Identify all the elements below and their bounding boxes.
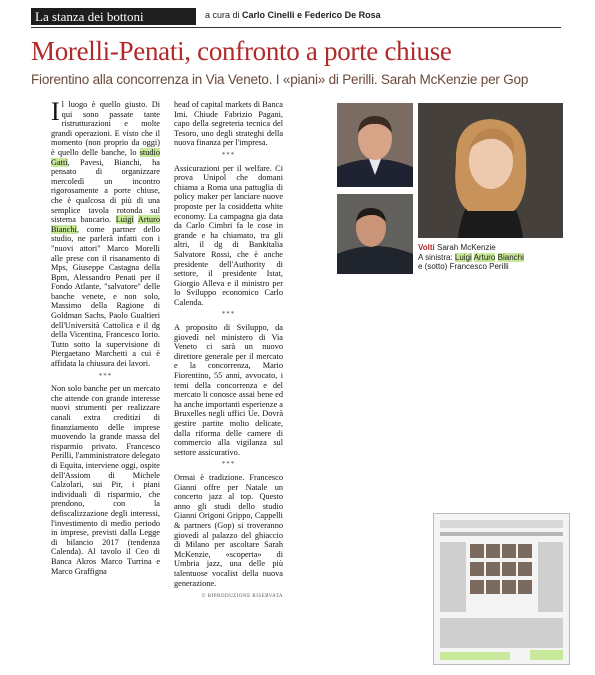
curator-line	[205, 10, 381, 20]
caption-line: e (sotto) Francesco Perilli	[418, 262, 509, 271]
caption-line: A sinistra:	[418, 252, 455, 262]
photo-caption	[418, 243, 568, 272]
paragraph: Non solo banche per un mercato che attende con grande interesse nuovi strumenti per realizzare canali extra creditizi di finanziamento delle imprese muovendo la grande massa del risparmio privato. Francesco Perilli, l'amministratore delegato di Equita, interviene oggi, ospite dell'Assiom di Michele Calzolari, sui Pir, i piani individuali di risparmio, che prendono, con la defiscalizzazione degli interessi, l'investimento di medio periodo in imprese, previsti dalla Legge di bilancio 2017 (tendenza Calenda). Al tavolo il Ceo di Banca Akros Marco Turrina e Marco Graffigna	[51, 384, 160, 576]
paragraph: Ormai è tradizione. Francesco Gianni offre per Natale un concerto jazz al top. Questo anno gli studi dello studio Gianni Origoni Grippo, Cappelli & partners (Gop) si troveranno giovedì al palazzo del ghiaccio di Milano per ascoltare Sarah McKenzie, «scoperta» di Umbria jazz, una delle più talentuose vocalist della nuova generazione.	[174, 472, 283, 588]
section-separator: ***	[221, 150, 236, 159]
section-separator: ***	[221, 460, 236, 469]
highlight: Luigi	[115, 215, 134, 225]
highlight: Gatti	[51, 157, 68, 167]
curator-prefix: a cura di	[205, 10, 240, 20]
highlight: studio	[139, 147, 160, 157]
article-headline: Morelli-Penati, confronto a porte chiuse	[31, 36, 452, 66]
section-separator: ***	[98, 371, 113, 380]
paragraph: A proposito di Sviluppo, da giovedì nel ministero di Via Veneto ci sarà un nuovo direttore generale per il mercato e la concorrenza, Mario Fiorentino, 55 anni, avvocato, i temi della concorrenza e del mercato li conosce assai bene ed ha anche importanti esperienze a Bruxelles negli uffici Ue. Dovrà gestire partite molto delicate, dalla riforma delle camere di commercio alla vigilanza sul settore assicurativo.	[174, 323, 283, 457]
paragraph: Assicurazioni per il welfare. Ci prova Unipol che domani chiama a Roma una pattuglia di policy maker per lanciare nuove proposte per la cosiddetta white economy. La campagna gia data da Carlo Cimbri fa le cose in grande e ha chiamato, tra gli altri, il dg di Bankitalia Salvatore Rossi, che è anche presidente dell'Authority di settore, il presidente Istat, Giorgio Alleva e il ministro per lo Sviluppo economico Carlo Calenda.	[174, 163, 283, 307]
highlight: Luigi	[454, 252, 472, 262]
curator-names: Carlo Cinelli e Federico De Rosa	[242, 10, 381, 20]
paragraph	[51, 97, 160, 369]
text-run: , Pavesi, Bianchi, ha pensato di organizzare mercoledì un incontro rigorosamente a porte chiuse, che è qualcosa di più di una semplice tavola rotonda sul sistema bancario.	[51, 157, 160, 225]
header-rule	[31, 27, 561, 28]
section-separator: ***	[221, 310, 236, 319]
caption-line: Sarah McKenzie	[436, 243, 496, 252]
article-column-1	[51, 97, 160, 577]
highlight: Bianchi	[51, 224, 77, 234]
highlight: Arturo	[473, 252, 496, 262]
highlight: Arturo	[137, 215, 160, 225]
text-run: , come partner dello studio, ne parlerà infatti con i "nuovi attori" Marco Morelli alle prese con il risanamento di Mps, Giuseppe Castagna della Bpm, Alessandro Penati per il Fondo Atlante, "salvatore" delle banche venete, e non solo, Massimo della Ragione di Goldman Sachs, Paolo Gualtieri dell'Università Cattolica e il dg della Vicentina, Francesco Iorio. Tutto sotto la supervisione di Piergaetano Marchetti a cui è affidata la chiusura dei lavori.	[51, 224, 160, 369]
photo-bianchi	[337, 103, 413, 187]
text-run: l luogo è quello giusto. Di qui sono passate tante ristrutturazioni e molte grandi operazioni. E visto che il momento (non proprio da oggi) è quello delle banche, lo	[51, 100, 160, 157]
highlight: Bianchi	[497, 252, 524, 262]
section-rubric: La stanza dei bottoni	[31, 8, 196, 25]
copyright-credit: © RIPRODUZIONE RISERVATA	[201, 594, 283, 600]
article-column-2	[174, 100, 283, 603]
caption-label: Volti	[418, 243, 435, 252]
drop-cap: I	[51, 97, 60, 126]
article-subhead: Fiorentino alla concorrenza in Via Veneto. I «piani» di Perilli. Sarah McKenzie per Gop	[31, 72, 529, 87]
page-thumbnail	[433, 513, 570, 665]
paragraph: head of capital markets di Banca Imi. Chiude Fabrizio Pagani, capo della segreteria tecnica del Tesoro, uno degli strateghi della nuova finanza per l'impresa.	[174, 100, 283, 148]
photo-perilli	[337, 194, 413, 274]
photo-sarah-mckenzie	[418, 103, 563, 238]
